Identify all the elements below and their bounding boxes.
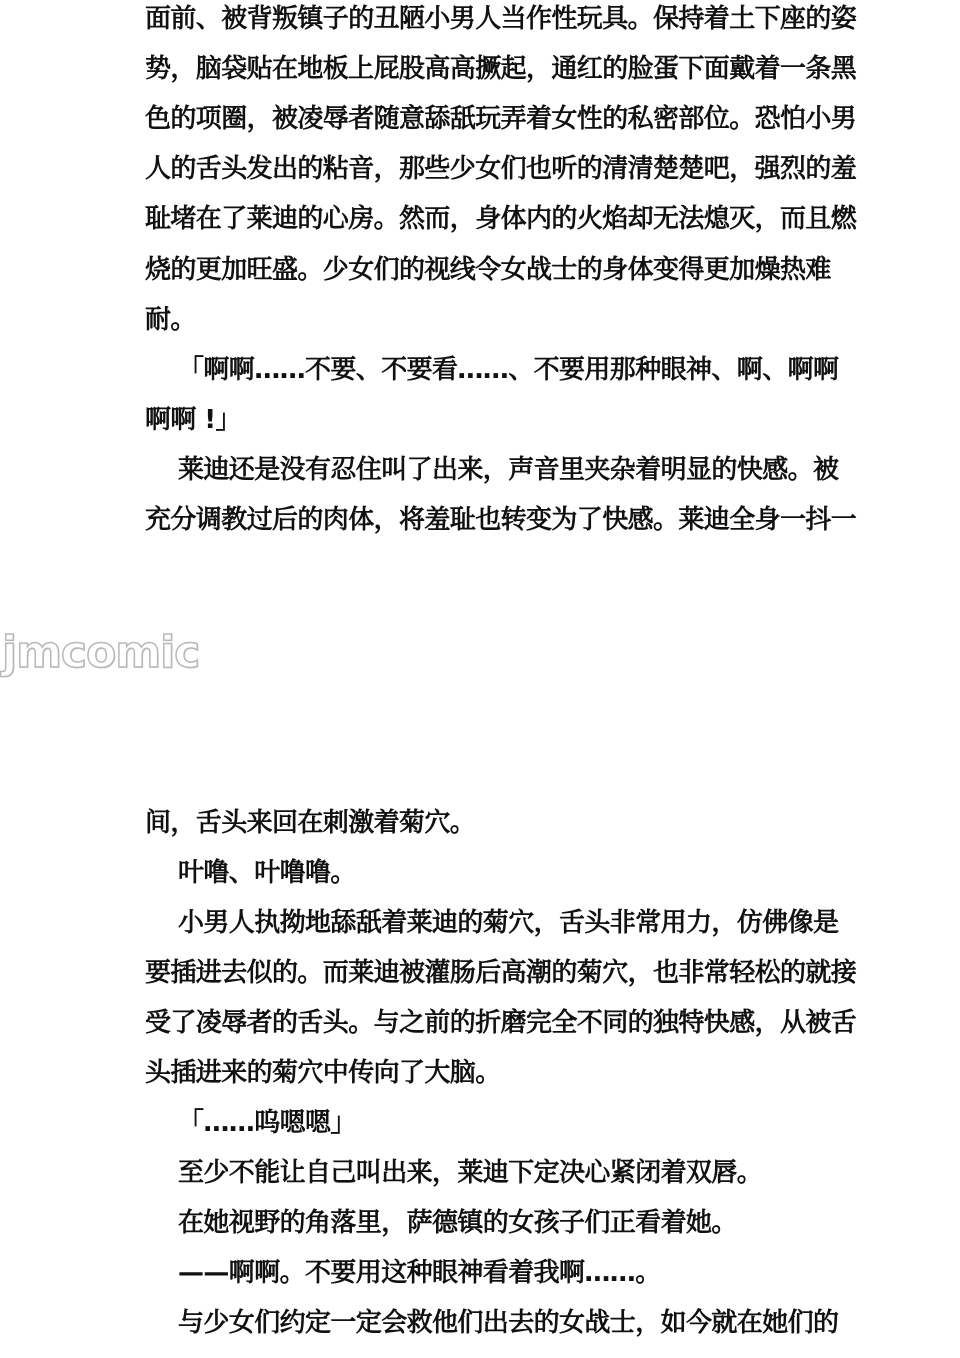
text-line: 头插进来的菊穴中传向了大脑。	[145, 1058, 501, 1088]
text-line: 受了凌辱者的舌头。与之前的折磨完全不同的独特快感，从被舌	[145, 1008, 857, 1038]
text-line: 要插进去似的。而莱迪被灌肠后高潮的菊穴，也非常轻松的就接	[145, 958, 857, 988]
text-line: 充分调教过后的肉体，将羞耻也转变为了快感。莱迪全身一抖一	[145, 505, 857, 535]
text-line: 「……呜嗯嗯」	[178, 1108, 356, 1138]
text-line: ——啊啊。不要用这种眼神看着我啊……。	[178, 1258, 661, 1288]
text-line: 耻堵在了莱迪的心房。然而，身体内的火焰却无法熄灭，而且燃	[145, 204, 857, 234]
text-line: 势，脑袋贴在地板上屁股高高撅起，通红的脸蛋下面戴着一条黑	[145, 54, 857, 84]
text-line: 叶噜、叶噜噜。	[178, 858, 356, 888]
text-line: 人的舌头发出的粘音，那些少女们也听的清清楚楚吧，强烈的羞	[145, 154, 857, 184]
text-line: 色的项圈，被凌辱者随意舔舐玩弄着女性的私密部位。恐怕小男	[145, 104, 857, 134]
text-line: 小男人执拗地舔舐着莱迪的菊穴，舌头非常用力，仿佛像是	[178, 908, 839, 938]
text-line: 在她视野的角落里，萨德镇的女孩子们正看着她。	[178, 1208, 737, 1238]
text-line: 面前、被背叛镇子的丑陋小男人当作性玩具。保持着土下座的姿	[145, 4, 857, 34]
text-line: 耐。	[145, 305, 196, 335]
text-line: 与少女们约定一定会救他们出去的女战士，如今就在她们的	[178, 1308, 839, 1338]
jmcomic-watermark: jmcomic	[2, 627, 200, 678]
text-line: 莱迪还是没有忍住叫了出来，声音里夹杂着明显的快感。被	[178, 455, 839, 485]
text-line: 啊啊 !」	[145, 405, 241, 435]
text-line: 间，舌头来回在刺激着菊穴。	[145, 808, 476, 838]
text-line: 「啊啊……不要、不要看……、不要用那种眼神、啊、啊啊	[178, 355, 839, 385]
text-line: 烧的更加旺盛。少女们的视线令女战士的身体变得更加燥热难	[145, 255, 831, 285]
text-line: 至少不能让自己叫出来，莱迪下定决心紧闭着双唇。	[178, 1158, 763, 1188]
